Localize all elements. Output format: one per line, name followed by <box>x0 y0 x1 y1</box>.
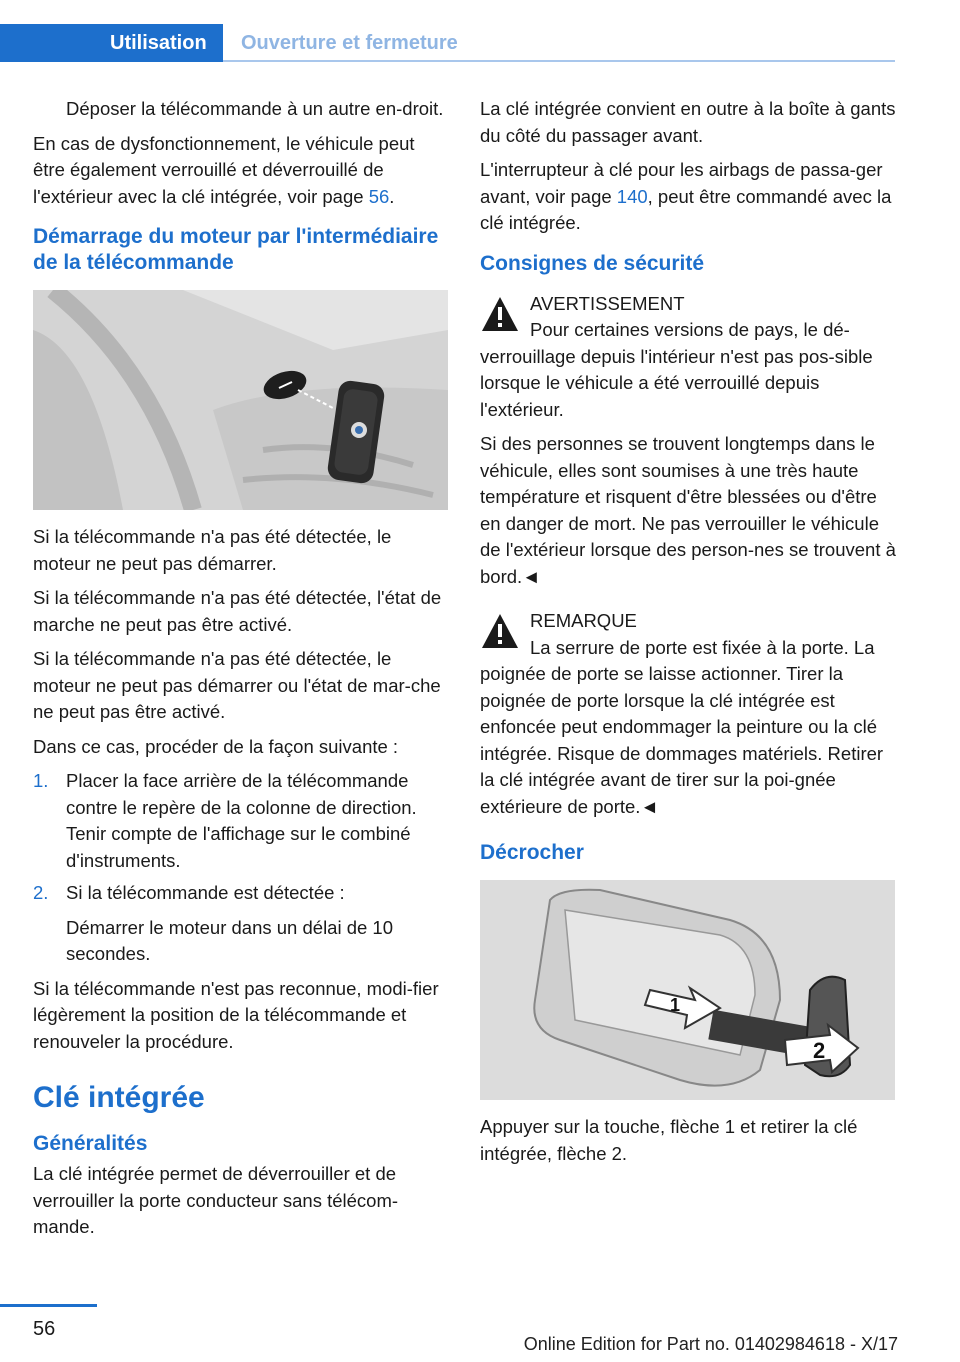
header-tabs <box>0 24 895 62</box>
right-paragraph-1: La clé intégrée convient en outre à la boîte à gants du côté du passager avant. <box>480 98 896 146</box>
list-item <box>33 768 451 874</box>
left-column <box>33 96 451 1249</box>
arrow-label-1: 1 <box>670 995 681 1015</box>
right-column <box>480 96 898 1175</box>
integrated-key-illustration <box>480 880 895 1100</box>
heading-decrocher: Décrocher <box>480 841 584 864</box>
notice-block <box>480 608 898 820</box>
list-item <box>33 880 451 907</box>
step-number: 1. <box>33 770 49 791</box>
key-release-figure <box>480 880 895 1100</box>
dysfonction-text: En cas de dysfonctionnement, le véhicule peut être également verrouillé et déverrouillé de l'extérieur avec la clé intégrée, voir page <box>33 132 415 207</box>
steps-list <box>33 768 451 907</box>
paragraph-4: Dans ce cas, procéder de la façon suivante : <box>33 735 399 757</box>
arrow-label-2: 2 <box>813 1038 826 1063</box>
paragraph-3: Si la télécommande n'a pas été détectée, le moteur ne peut pas démarrer ou l'état de mar‐che ne peut pas être activé. <box>33 648 441 722</box>
step2-subtext: Démarrer le moteur dans un délai de 10 secondes. <box>66 916 394 964</box>
page-link-56[interactable]: 56 <box>368 185 390 207</box>
tab-ouverture-fermeture[interactable]: Ouverture et fermeture <box>241 32 458 54</box>
paragraph-5: Si la télécommande n'est pas reconnue, modi‐fier légèrement la position de la télécommande et renouveler la procédure. <box>33 977 439 1052</box>
step-text: Si la télécommande est détectée : <box>66 882 345 903</box>
paragraph-2: Si la télécommande n'a pas été détectée, l'état de marche ne peut pas être activé. <box>33 587 442 635</box>
heading-generalites: Généralités <box>33 1132 148 1155</box>
intro-paragraph: Déposer la télécommande à un autre en‐droit. <box>66 98 444 119</box>
page-number: 56 <box>33 1318 56 1340</box>
steering-column-figure <box>33 290 448 510</box>
paragraph-6: La clé intégrée permet de déverrouiller et de verrouiller la porte conducteur sans télécom‐mande. <box>33 1163 399 1237</box>
final-paragraph: Appuyer sur la touche, flèche 1 et retirer la clé intégrée, flèche 2. <box>480 1116 858 1164</box>
warning-title: AVERTISSEMENT <box>530 292 685 314</box>
warning-text-2: Si des personnes se trouvent longtemps dans le véhicule, elles sont soumises à une très haute température et risquent d'être blessées ou d'être en danger de mort. Ne pas verrouiller le véhicule de l'extérieur lorsque des person‐nes se trouvent à bord.◄ <box>480 433 896 587</box>
heading-demarrage: Démarrage du moteur par l'intermédiaire de la télécommande <box>33 225 439 274</box>
paragraph-1: Si la télécommande n'a pas été détectée, le moteur ne peut pas démarrer. <box>33 526 392 574</box>
warning-block <box>480 291 898 424</box>
heading-cle-integree: Clé intégrée <box>33 1081 205 1114</box>
footer-accent-line <box>0 1304 97 1307</box>
notice-text: La serrure de porte est fixée à la porte. La poignée de porte se laisse actionner. Tirer la poignée de porte lorsque la clé intégrée est enfoncée peut endommager la peinture ou la clé intégrée. Risque de dommages matériels. Retirer la clé intégrée avant de tirer sur la poi‐gnée extérieure de porte.◄ <box>480 636 884 817</box>
step-number: 2. <box>33 882 49 903</box>
warning-triangle-icon <box>480 612 520 650</box>
warning-text-1: Pour certaines versions de pays, le dé‐verrouillage depuis l'intérieur n'est pas pos‐sible lorsque le véhicule a été verrouillé depuis l'extérieur. <box>480 319 873 420</box>
dysfonction-suffix: . <box>389 185 395 207</box>
heading-consignes: Consignes de sécurité <box>480 251 705 275</box>
tab-divider-line <box>223 60 895 62</box>
notice-title: REMARQUE <box>530 610 637 631</box>
remote-key-steering-illustration <box>33 290 448 510</box>
tab-utilisation[interactable]: Utilisation <box>0 24 223 62</box>
airbag-suffix: , peut être commandé avec la clé intégrée. <box>480 185 892 233</box>
warning-triangle-icon <box>480 295 520 333</box>
edition-footer: Online Edition for Part no. 01402984618 - X/17 <box>523 1334 898 1354</box>
right-paragraph-2 <box>480 157 898 237</box>
page-link-140[interactable]: 140 <box>616 185 648 207</box>
airbag-text: L'interrupteur à clé pour les airbags de passa‐ger avant, voir page <box>480 159 883 207</box>
dysfonction-paragraph <box>33 131 451 211</box>
step-text: Placer la face arrière de la télécommande contre le repère de la colonne de direction. Tenir compte de l'affichage sur le combiné d'instruments. <box>66 770 417 871</box>
